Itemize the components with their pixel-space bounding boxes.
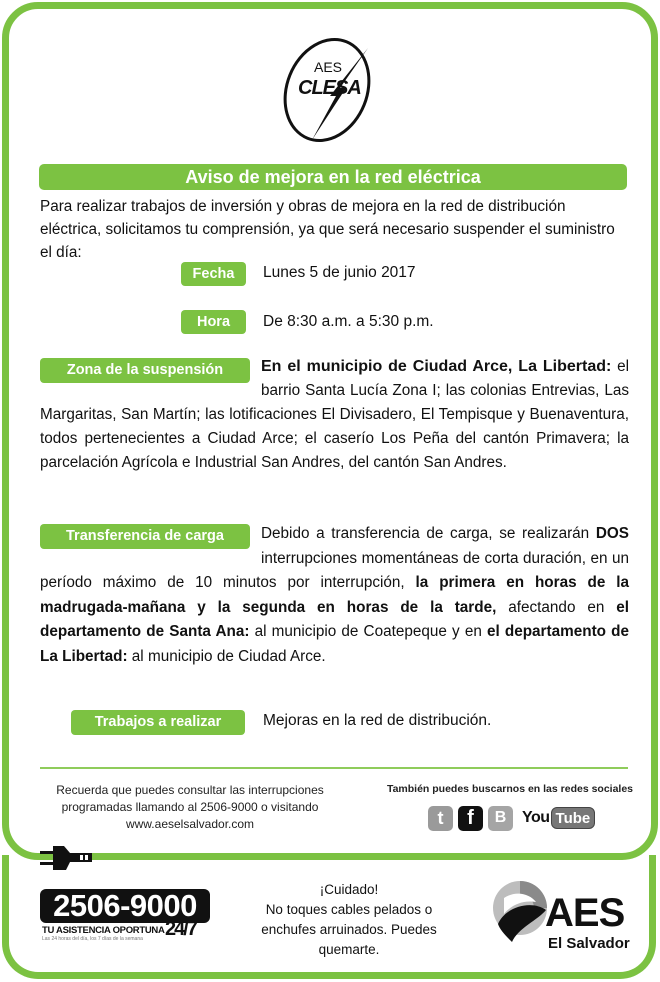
asistencia-sub: Las 24 horas del día, los 7 días de la semana (42, 936, 143, 942)
aes-clesa-logo (270, 34, 385, 146)
fecha-value: Lunes 5 de junio 2017 (263, 264, 416, 281)
cuidado-body: No toques cables pelados o enchufes arruinados. Puedes quemarte. (261, 902, 437, 957)
facebook-icon[interactable]: f (458, 806, 483, 831)
twitter-icon[interactable]: t (428, 806, 453, 831)
hora-label: Hora (181, 310, 246, 334)
website-link[interactable]: www.aeselsalvador.com (125, 817, 255, 831)
blogger-icon[interactable]: B (488, 806, 513, 831)
notice-title: Aviso de mejora en la red eléctrica (39, 164, 627, 190)
zona-heading: En el municipio de Ciudad Arce, La Libertad: (261, 358, 612, 375)
asistencia-247: 24/7 (165, 918, 196, 940)
trans-text-1: Debido a transferencia de carga, se realizarán (261, 525, 596, 542)
youtube-icon[interactable] (522, 807, 595, 829)
phone-number[interactable]: 2506-9000 (40, 889, 210, 923)
trabajos-value: Mejoras en la red de distribución. (263, 712, 492, 729)
youtube-you: You (522, 809, 550, 826)
social-label: También puedes buscarnos en las redes sociales (386, 783, 634, 795)
zona-label: Zona de la suspensión (40, 358, 250, 383)
trabajos-label: Trabajos a realizar (71, 710, 245, 735)
aes-logo-text: AES (545, 891, 625, 935)
trans-bold-3: el departamento de La Libertad: (40, 623, 629, 665)
divider (40, 767, 628, 769)
trans-dos: DOS (595, 525, 629, 542)
social-icons (428, 805, 595, 831)
trans-text-4: al municipio de Coatepeque y en (249, 623, 487, 640)
trans-bold-2: el departamento de Santa Ana: (40, 598, 629, 640)
hora-value: De 8:30 a.m. a 5:30 p.m. (263, 313, 434, 330)
asistencia-label: TU ASISTENCIA OPORTUNA (42, 925, 165, 936)
recuerda-text (30, 782, 350, 833)
plug-icon (40, 844, 100, 872)
trans-text-3: afectando en (496, 598, 617, 616)
trans-text-5: al municipio de Ciudad Arce. (127, 647, 326, 665)
transferencia-label: Transferencia de carga (40, 524, 250, 549)
notice-intro: Para realizar trabajos de inversión y obras de mejora en la red de distribución eléctrica, solicitamos tu comprensión, ya que será necesario suspender el suministro el día: (40, 198, 615, 261)
cuidado-title: ¡Cuidado! (319, 882, 379, 897)
trans-text-2: interrupciones momentáneas de corta duración, en un período máximo de 10 minutos por interrupción, (40, 549, 629, 591)
recuerda-body: Recuerda que puedes consultar las interrupciones programadas llamando al 2506-9000 o visitando (56, 783, 324, 814)
zona-body: el barrio Santa Lucía Zona I; las colonias Entrevias, Las Margaritas, San Martín; las lotificaciones El Divisadero, El Tempisque y Buenaventura, todos pertenecientes a Ciudad Arce; el caserío Los Peña del cantón Primavera; la parcelación Agrícola e Industrial San Andres, del cantón San Andres. (40, 358, 629, 471)
svg-text:AES: AES (314, 59, 343, 75)
svg-text:CLESA: CLESA (298, 77, 361, 99)
cuidado-warning (240, 880, 458, 960)
fecha-label: Fecha (181, 262, 246, 286)
trans-bold-1: la primera en horas de la madrugada-mañana y la segunda en horas de la tarde, (40, 574, 629, 616)
aes-logo-sub: El Salvador (548, 935, 630, 952)
youtube-tube: Tube (551, 807, 596, 829)
